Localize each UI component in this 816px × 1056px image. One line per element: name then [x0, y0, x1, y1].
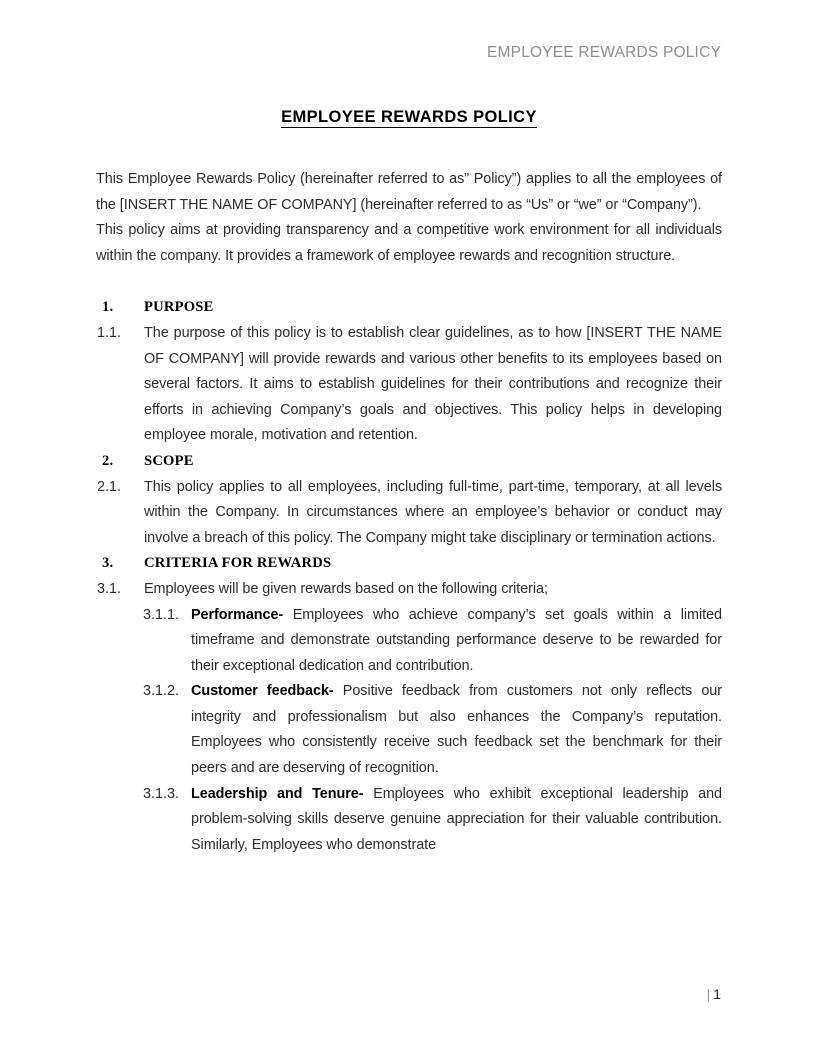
page-footer — [96, 986, 721, 1002]
page-title-text: EMPLOYEE REWARDS POLICY — [281, 108, 537, 126]
subclause-lead-3-1-2: Customer feedback- — [191, 683, 334, 700]
subclause-lead-3-1-1: Performance- — [191, 606, 284, 623]
subclause-body-3-1-2 — [191, 679, 722, 781]
document-body — [96, 108, 722, 858]
section-heading-2 — [96, 449, 722, 475]
subclause-number-3-1-2: 3.1.2. — [143, 683, 180, 700]
clause-3-1 — [96, 577, 722, 603]
subclause-text-3-1-2: Positive feedback from customers not only reflects our integrity and professionalism but also enhances the Company’s reputation. Employees who consistently receive such feedback set the benchmark for their peers and are deserving of recognition. — [191, 683, 722, 777]
subclause-lead-3-1-3: Leadership and Tenure- — [191, 785, 364, 802]
section-number-1: 1. — [102, 299, 114, 316]
clause-text-2-1: This policy applies to all employees, including full-time, part-time, temporary, at all levels within the Company. In circumstances where an employee’s behavior or conduct may involve a breach of this policy. The Company might take disciplinary or termination actions. — [144, 478, 722, 546]
subclause-3-1-1 — [143, 603, 722, 680]
subclause-text-3-1-1: Employees who achieve company’s set goals within a limited timeframe and demonstrate outstanding performance deserve to be rewarded for their exceptional dedication and contribution. — [191, 606, 722, 674]
subclause-body-3-1-3 — [191, 782, 722, 859]
section-title-3: CRITERIA FOR REWARDS — [144, 555, 332, 572]
section-number-2: 2. — [102, 452, 114, 469]
subclause-3-1-2 — [143, 679, 722, 781]
subclause-text-3-1-3: Employees who exhibit exceptional leadership and problem-solving skills deserve genuine appreciation for their valuable contribution. Similarly, Employees who demonstrate — [191, 785, 722, 853]
intro-paragraph-1: This Employee Rewards Policy (hereinafter referred to as” Policy”) applies to all the employees of the [INSERT THE NAME OF COMPANY] (hereinafter referred to as “Us” or “we” or “Company”). — [96, 171, 722, 213]
clause-number-1-1: 1.1. — [97, 324, 122, 341]
footer-page-number: 1 — [713, 986, 721, 1002]
subclause-body-3-1-1 — [191, 603, 722, 680]
subclause-3-1-3 — [143, 782, 722, 859]
section-heading-3 — [96, 551, 722, 577]
subclause-number-3-1-3: 3.1.3. — [143, 785, 180, 802]
section-number-3: 3. — [102, 555, 114, 572]
clause-number-2-1: 2.1. — [97, 478, 122, 495]
section-title-1: PURPOSE — [144, 299, 214, 316]
spacer — [96, 269, 722, 295]
clause-1-1 — [96, 321, 722, 449]
section-heading-1 — [96, 295, 722, 321]
section-title-2: SCOPE — [144, 452, 194, 469]
clause-text-1-1: The purpose of this policy is to establish clear guidelines, as to how [INSERT THE NAME OF COMPANY] will provide rewards and various other benefits to its employees based on several factors. It aims to establish guidelines for their contributions and recognize their efforts in achieving Company’s goals and objectives. This policy helps in developing employee morale, motivation and retention. — [144, 324, 722, 444]
clause-2-1 — [96, 475, 722, 552]
intro-paragraph-2: This policy aims at providing transparency and a competitive work environment for all individuals within the company. It provides a framework of employee rewards and recognition structure. — [96, 222, 722, 264]
running-header-text: EMPLOYEE REWARDS POLICY — [487, 44, 721, 61]
clause-text-3-1: Employees will be given rewards based on the following criteria; — [144, 580, 548, 597]
subclause-number-3-1-1: 3.1.1. — [143, 606, 180, 623]
clause-number-3-1: 3.1. — [97, 580, 122, 597]
running-header — [96, 44, 721, 62]
page-title — [96, 108, 722, 127]
footer-separator: | — [706, 986, 711, 1002]
